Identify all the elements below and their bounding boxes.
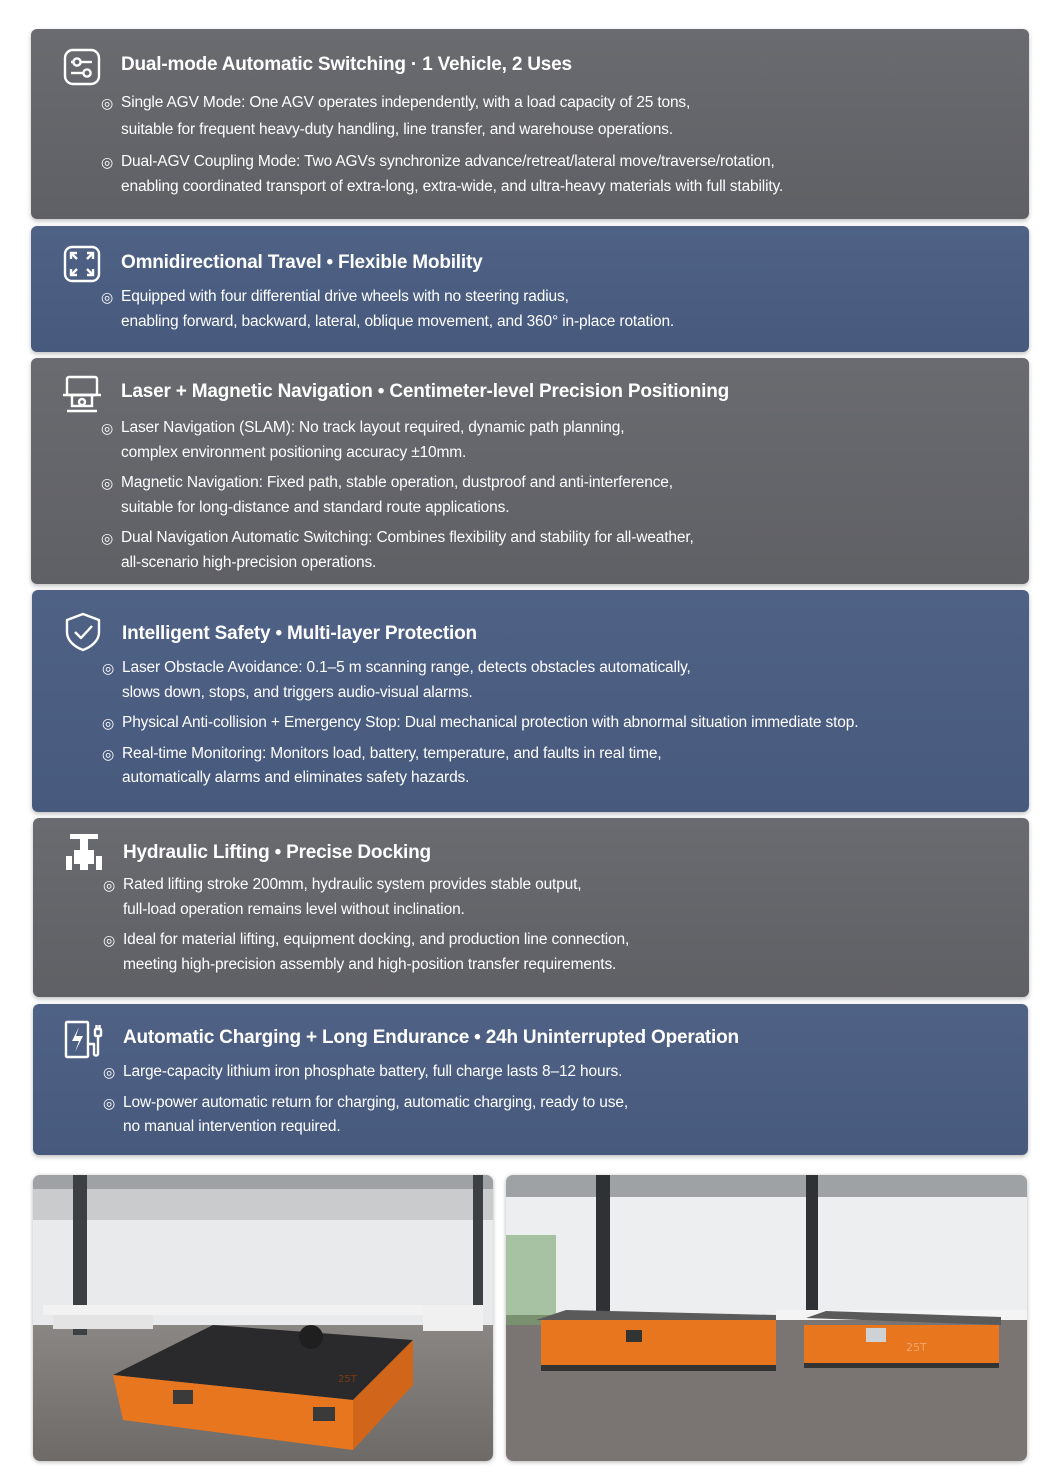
feature-card-omnidirectional xyxy=(31,226,1029,352)
bullet-icon: ◎ xyxy=(101,420,114,436)
list-item: ◎ Physical Anti-collision + Emergency Stop: Dual mechanical protection with abnormal situation immediate stop. xyxy=(102,711,1009,736)
list-item: ◎ Low-power automatic return for charging, automatic charging, ready to use, no manual intervention required. xyxy=(103,1091,1008,1140)
agv-photo-single xyxy=(33,1175,493,1461)
list-item: ◎ Single AGV Mode: One AGV operates independently, with a load capacity of 25 tons, suitable for frequent heavy-duty handling, line transfer, and warehouse operations. xyxy=(101,91,1009,142)
expand-arrows-icon xyxy=(62,244,102,284)
bullet-icon: ◎ xyxy=(103,877,116,893)
shield-check-icon xyxy=(63,612,103,652)
list-item: ◎ Laser Obstacle Avoidance: 0.1–5 m scanning range, detects obstacles automatically, slows down, stops, and triggers audio-visual alarms. xyxy=(102,656,1009,705)
bullet-icon: ◎ xyxy=(102,715,115,731)
feature-card-hydraulic xyxy=(33,818,1029,997)
section-title: Hydraulic Lifting • Precise Docking xyxy=(123,842,431,863)
bullet-icon: ◎ xyxy=(101,530,114,546)
section-title: Omnidirectional Travel • Flexible Mobility xyxy=(121,252,483,273)
list-item: ◎ Dual-AGV Coupling Mode: Two AGVs synchronize advance/retreat/lateral move/traverse/rotation, enabling coordinated transport of extra-long, extra-wide, and ultra-heavy materials with full stability. xyxy=(101,150,1009,199)
bullet-icon: ◎ xyxy=(101,289,114,305)
list-item: ◎ Dual Navigation Automatic Switching: Combines flexibility and stability for all-weather, all-scenario high-precision operations. xyxy=(101,526,1009,575)
bullet-icon: ◎ xyxy=(103,1064,116,1080)
bullet-icon: ◎ xyxy=(101,475,114,491)
section-title: Intelligent Safety • Multi-layer Protection xyxy=(122,623,477,644)
section-title: Laser + Magnetic Navigation • Centimeter-level Precision Positioning xyxy=(121,381,730,402)
list-item: ◎ Ideal for material lifting, equipment docking, and production line connection, meeting high-precision assembly and high-position transfer requirements. xyxy=(103,928,1009,977)
list-item: ◎ Rated lifting stroke 200mm, hydraulic system provides stable output, full-load operation remains level without inclination. xyxy=(103,873,1009,922)
list-item: ◎ Magnetic Navigation: Fixed path, stable operation, dustproof and anti-interference, suitable for long-distance and standard route applications. xyxy=(101,471,1009,520)
feature-card-safety xyxy=(32,590,1029,812)
section-title: Dual-mode Automatic Switching · 1 Vehicle, 2 Uses xyxy=(121,54,572,75)
list-item: ◎ Large-capacity lithium iron phosphate battery, full charge lasts 8–12 hours. xyxy=(103,1060,1008,1085)
feature-card-dual-mode xyxy=(31,29,1029,219)
bullet-icon: ◎ xyxy=(101,154,114,170)
feature-card-charging xyxy=(33,1004,1028,1155)
section-title: Automatic Charging + Long Endurance • 24h Uninterrupted Operation xyxy=(123,1027,739,1048)
hydraulic-lift-icon xyxy=(64,832,104,872)
bullet-icon: ◎ xyxy=(102,745,115,762)
charging-battery-icon xyxy=(64,1020,104,1060)
bullet-icon: ◎ xyxy=(101,95,114,111)
list-item: ◎ Real-time Monitoring: Monitors load, battery, temperature, and faults in real time, automatically alarms and eliminates safety hazards. xyxy=(102,742,1009,791)
list-item: ◎ Equipped with four differential drive wheels with no steering radius, enabling forward, backward, lateral, oblique movement, and 360° in-place rotation. xyxy=(101,285,1009,334)
bullet-icon: ◎ xyxy=(103,1094,116,1111)
capacity-label: 25T xyxy=(338,1374,357,1385)
feature-card-navigation xyxy=(31,358,1029,584)
bullet-icon: ◎ xyxy=(102,660,115,676)
agv-photo-dual xyxy=(506,1175,1027,1461)
bullet-icon: ◎ xyxy=(103,932,116,948)
list-item: ◎ Laser Navigation (SLAM): No track layout required, dynamic path planning, complex environment positioning accuracy ±10mm. xyxy=(101,416,1009,465)
laser-scanner-icon xyxy=(62,374,102,414)
sliders-toggle-icon xyxy=(62,47,102,87)
capacity-label: 25T xyxy=(906,1341,927,1354)
